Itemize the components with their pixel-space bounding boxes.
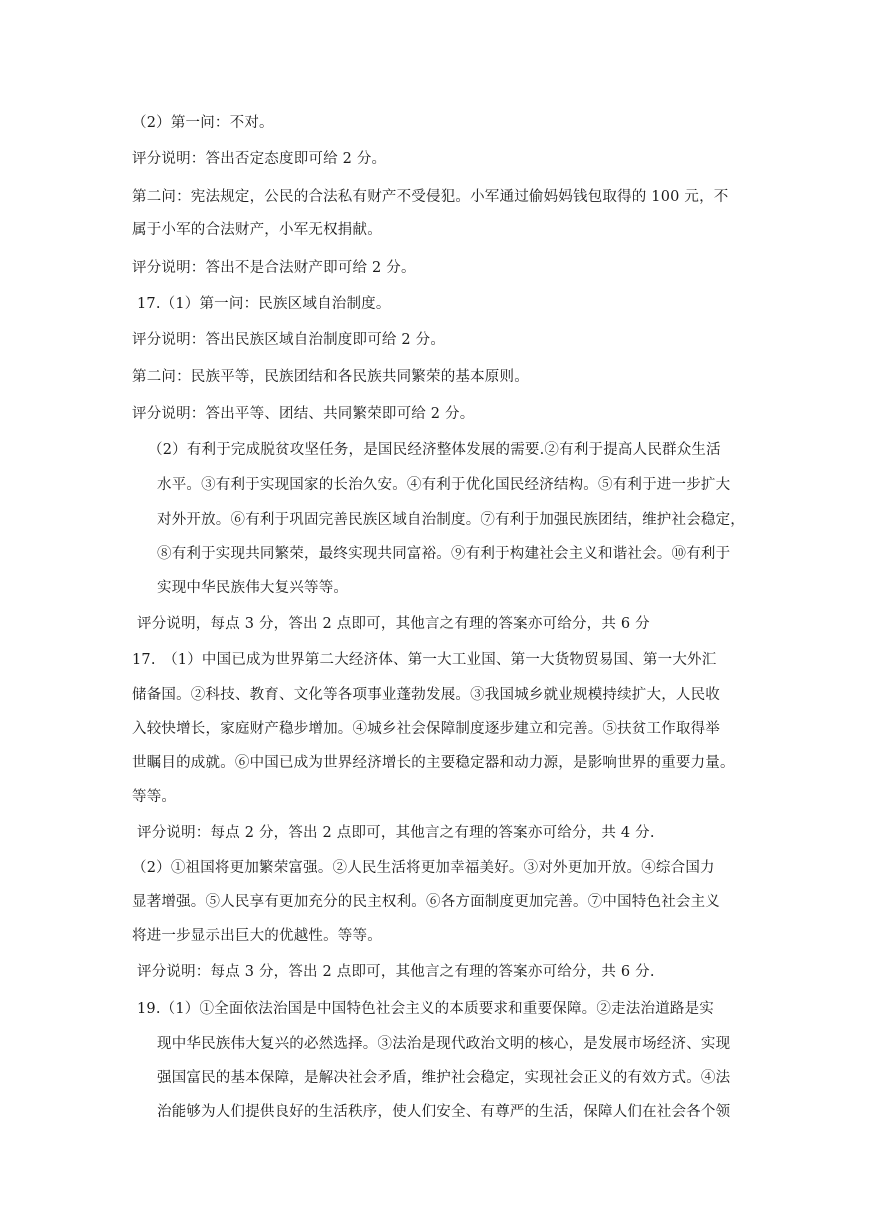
text-line: 水平。③有利于实现国家的长治久安。④有利于优化国民经济结构。⑤有利于进一步扩大 [157, 477, 731, 493]
text-line: 评分说明：答出平等、团结、共同繁荣即可给 2 分。 [132, 406, 475, 422]
text-line: 强国富民的基本保障，是解决社会矛盾，维护社会稳定，实现社会正义的有效方式。④法 [157, 1070, 731, 1086]
text-line: 现中华民族伟大复兴的必然选择。③法治是现代政治文明的核心，是发展市场经济、实现 [157, 1036, 731, 1052]
text-line: 将进一步显示出巨大的优越性。等等。 [132, 928, 382, 944]
text-line: 评分说明：答出否定态度即可给 2 分。 [132, 151, 387, 167]
text-line: 显著增强。⑤人民享有更加充分的民主权利。⑥各方面制度更加完善。⑦中国特色社会主义 [132, 894, 720, 910]
text-line: 世瞩目的成就。⑥中国已成为世界经济增长的主要稳定器和动力源，是影响世界的重要力量。 [132, 755, 735, 771]
text-line: （2）第一问：不对。 [132, 115, 274, 131]
text-line: （2）①祖国将更加繁荣富强。②人民生活将更加幸福美好。③对外更加开放。④综合国力 [132, 860, 715, 876]
text-line: 17.（1）第一问：民族区域自治制度。 [137, 296, 391, 312]
text-line: 第二问：民族平等，民族团结和各民族共同繁荣的基本原则。 [132, 369, 529, 385]
text-line: 入较快增长，家庭财产稳步增加。④城乡社会保障制度逐步建立和完善。⑤扶贫工作取得举 [132, 721, 720, 737]
text-line: 第二问：宪法规定，公民的合法私有财产不受侵犯。小军通过偷妈妈钱包取得的 100 元，不 [132, 189, 729, 205]
text-line: 实现中华民族伟大复兴等等。 [157, 580, 349, 596]
text-line: ⑧有利于实现共同繁荣，最终实现共同富裕。⑨有利于构建社会主义和谐社会。⑩有利于 [157, 546, 731, 562]
text-line: 17. （1）中国已成为世界第二大经济体、第一大工业国、第一大货物贸易国、第一大外汇 [132, 652, 717, 668]
text-line: 属于小军的合法财产，小军无权捐献。 [132, 222, 382, 238]
text-line: 评分说明：答出民族区域自治制度即可给 2 分。 [132, 332, 446, 348]
text-line: 评分说明：答出不是合法财产即可给 2 分。 [132, 260, 416, 276]
text-line: 评分说明：每点 2 分，答出 2 点即可，其他言之有理的答案亦可给分，共 4 分. [137, 825, 655, 841]
text-line: 评分说明：每点 3 分，答出 2 点即可，其他言之有理的答案亦可给分，共 6 分. [137, 964, 655, 980]
text-line: 评分说明，每点 3 分，答出 2 点即可，其他言之有理的答案亦可给分，共 6 分 [137, 616, 650, 632]
text-line: 储备国。②科技、教育、文化等各项事业蓬勃发展。③我国城乡就业规模持续扩大，人民收 [132, 687, 720, 703]
text-line: 19.（1）①全面依法治国是中国特色社会主义的本质要求和重要保障。②走法治道路是实 [137, 1001, 714, 1017]
text-line: （2）有利于完成脱贫攻坚任务，是国民经济整体发展的需要.②有利于提高人民群众生活 [148, 442, 721, 458]
text-line: 等等。 [132, 789, 177, 805]
text-line: 治能够为人们提供良好的生活秩序，使人们安全、有尊严的生活，保障人们在社会各个领 [157, 1104, 731, 1120]
text-line: 对外开放。⑥有利于巩固完善民族区域自治制度。⑦有利于加强民族团结，维护社会稳定， [157, 512, 745, 528]
